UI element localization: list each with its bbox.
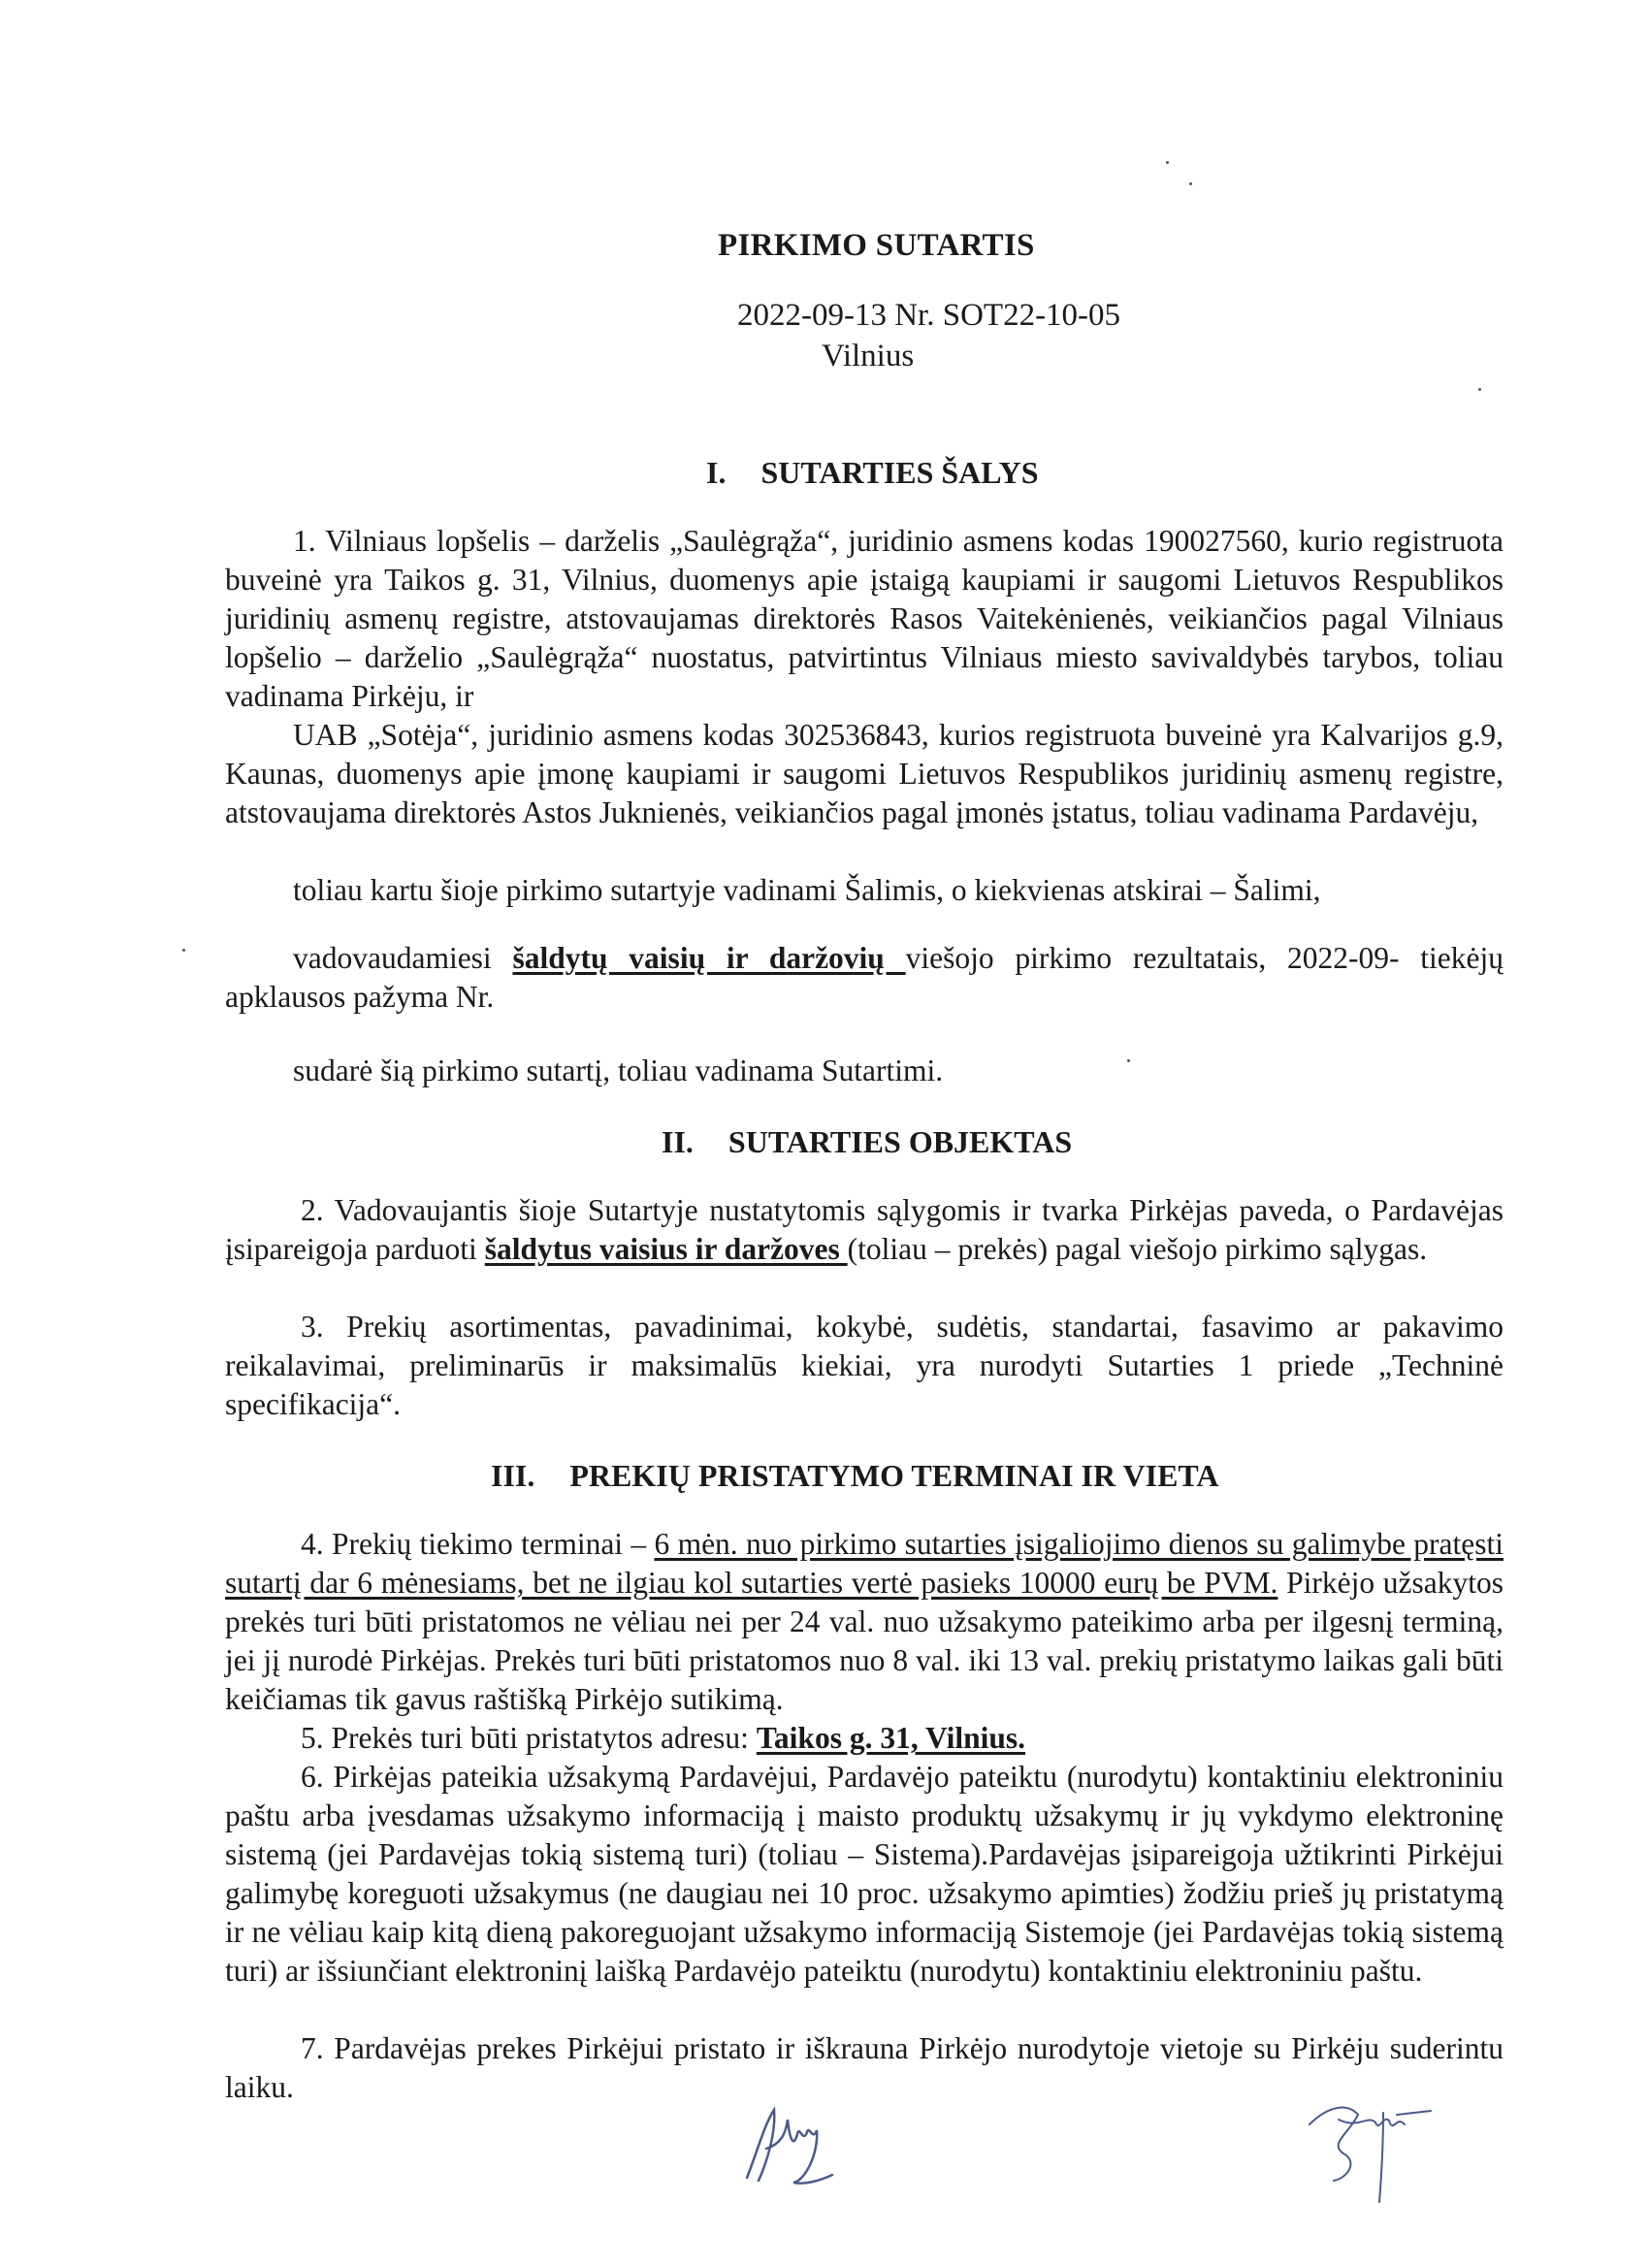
scan-speck	[1166, 161, 1169, 164]
paragraph-1-basis: vadovaudamiesi šaldytų vaisių ir daržovių viešojo pirkimo rezultatais, 2022-09- tiekėjų apklausos pažyma Nr.	[225, 941, 1504, 1014]
paragraph-1-seller: UAB „Sotėja“, juridinio asmens kodas 302536843, kurios registruota buveinė yra Kalvarijos g.9, Kaunas, duomenys apie įmonę kaupiami ir saugomi Lietuvos Respublikos juridinių asmenų registre, atstovaujama direktorės Astos Juknienės, veikiančios pagal įmonės įstatus, toliau vadinama Pardavėju,	[225, 718, 1504, 829]
section-title: SUTARTIES OBJEKTAS	[728, 1124, 1073, 1159]
signature-buyer	[737, 2095, 854, 2192]
section-heading-3	[491, 1457, 1218, 1494]
section-number: I.	[706, 455, 727, 490]
document-title: PIRKIMO SUTARTIS	[718, 228, 1035, 263]
document-city: Vilnius	[822, 339, 915, 373]
section-title: SUTARTIES ŠALYS	[760, 455, 1039, 490]
paragraph-1-parties: toliau kartu šioje pirkimo sutartyje vadinami Šalimis, o kiekvienas atskirai – Šalimi,	[293, 873, 1321, 907]
goods-subject: šaldytus vaisius ir daržoves	[484, 1232, 848, 1266]
paragraph-5: 5. Prekės turi būti pristatytos adresu: Taikos g. 31, Vilnius.	[301, 1721, 1026, 1755]
section-heading-1	[706, 454, 1039, 491]
paragraph-6: 6. Pirkėjas pateikia užsakymą Pardavėjui, Pardavėjo pateiktu (nurodytu) kontaktiniu elektroniniu paštu arba įvesdamas užsakymo informaciją į maisto produktų užsakymų ir jų vykdymo elektroninę sistemą (jei Pardavėjas tokią sistemą turi) (toliau – Sistema).Pardavėjas įsipareigoja užtikrinti Pirkėjui galimybę koreguoti užsakymus (ne daugiau nei 10 proc. užsakymo apimties) žodžiu prieš jų pristatymą ir ne vėliau kaip kitą dieną pakoreguojant užsakymo informaciją Sistemoje (jei Pardavėjas tokią sistemą turi) ar išsiunčiant elektroninį laišką Pardavėjo pateiktu (nurodytu) kontaktiniu elektroniniu paštu.	[225, 1760, 1504, 1988]
document-date-number: 2022-09-13 Nr. SOT22-10-05	[737, 298, 1121, 333]
scan-speck	[1189, 182, 1192, 185]
scan-speck	[1127, 1059, 1130, 1062]
paragraph-2: 2. Vadovaujantis šioje Sutartyje nustatytomis sąlygomis ir tvarka Pirkėjas paveda, o Pardavėjas įsipareigoja parduoti šaldytus vaisius ir daržoves (toliau – prekės) pagal viešojo pirkimo sąlygas.	[225, 1193, 1504, 1266]
section-number: II.	[662, 1124, 694, 1159]
section-heading-2	[662, 1123, 1072, 1160]
paragraph-1-concluded: sudarė šią pirkimo sutartį, toliau vadinama Sutartimi.	[293, 1053, 944, 1087]
paragraph-4: 4. Prekių tiekimo terminai – 6 mėn. nuo pirkimo sutarties įsigaliojimo dienos su galimybe pratęsti sutartį dar 6 mėnesiams, bet ne ilgiau kol sutarties vertė pasieks 10000 eurų be PVM. Pirkėjo užsakytos prekės turi būti pristatomos ne vėliau nei per 24 val. nuo užsakymo pateikimo arba per ilgesnį terminą, jei jį nurodė Pirkėjas. Prekės turi būti pristatomos nuo 8 val. iki 13 val. prekių pristatymo laikas gali būti keičiamas tik gavus raštišką Pirkėjo sutikimą.	[225, 1527, 1504, 1716]
paragraph-3: 3. Prekių asortimentas, pavadinimai, kokybė, sudėtis, standartai, fasavimo ar pakavimo reikalavimai, preliminarūs ir maksimalūs kiekiai, yra nurodyti Sutarties 1 priede „Techninė specifikacija“.	[225, 1310, 1504, 1421]
section-title: PREKIŲ PRISTATYMO TERMINAI IR VIETA	[569, 1458, 1219, 1493]
paragraph-7: 7. Pardavėjas prekes Pirkėjui pristato ir iškrauna Pirkėjo nurodytoje vietoje su Pirkėju suderintu laiku.	[225, 2031, 1504, 2104]
delivery-address: Taikos g. 31, Vilnius.	[756, 1721, 1026, 1755]
signature-seller	[1290, 2086, 1445, 2212]
scan-speck	[1478, 388, 1481, 391]
delivery-term: 6 mėn. nuo pirkimo sutarties įsigaliojimo dienos su galimybe pratęsti sutartį dar 6 mėnesiams, bet ne ilgiau kol sutarties vertė pasieks 10000 eurų be PVM.	[225, 1527, 1504, 1600]
paragraph-1: 1. Vilniaus lopšelis – darželis „Saulėgrąža“, juridinio asmens kodas 190027560, kurio registruota buveinė yra Taikos g. 31, Vilnius, duomenys apie įstaigą kaupiami ir saugomi Lietuvos Respublikos juridinių asmenų registre, atstovaujamas direktorės Rasos Vaitekėnienės, veikiančios pagal Vilniaus lopšelio – darželio „Saulėgrąža“ nuostatus, patvirtintus Vilniaus miesto savivaldybės tarybos, toliau vadinama Pirkėju, ir	[225, 524, 1504, 713]
scan-speck	[182, 949, 185, 952]
section-number: III.	[491, 1458, 535, 1493]
procurement-subject: šaldytų vaisių ir daržovių	[512, 941, 906, 975]
